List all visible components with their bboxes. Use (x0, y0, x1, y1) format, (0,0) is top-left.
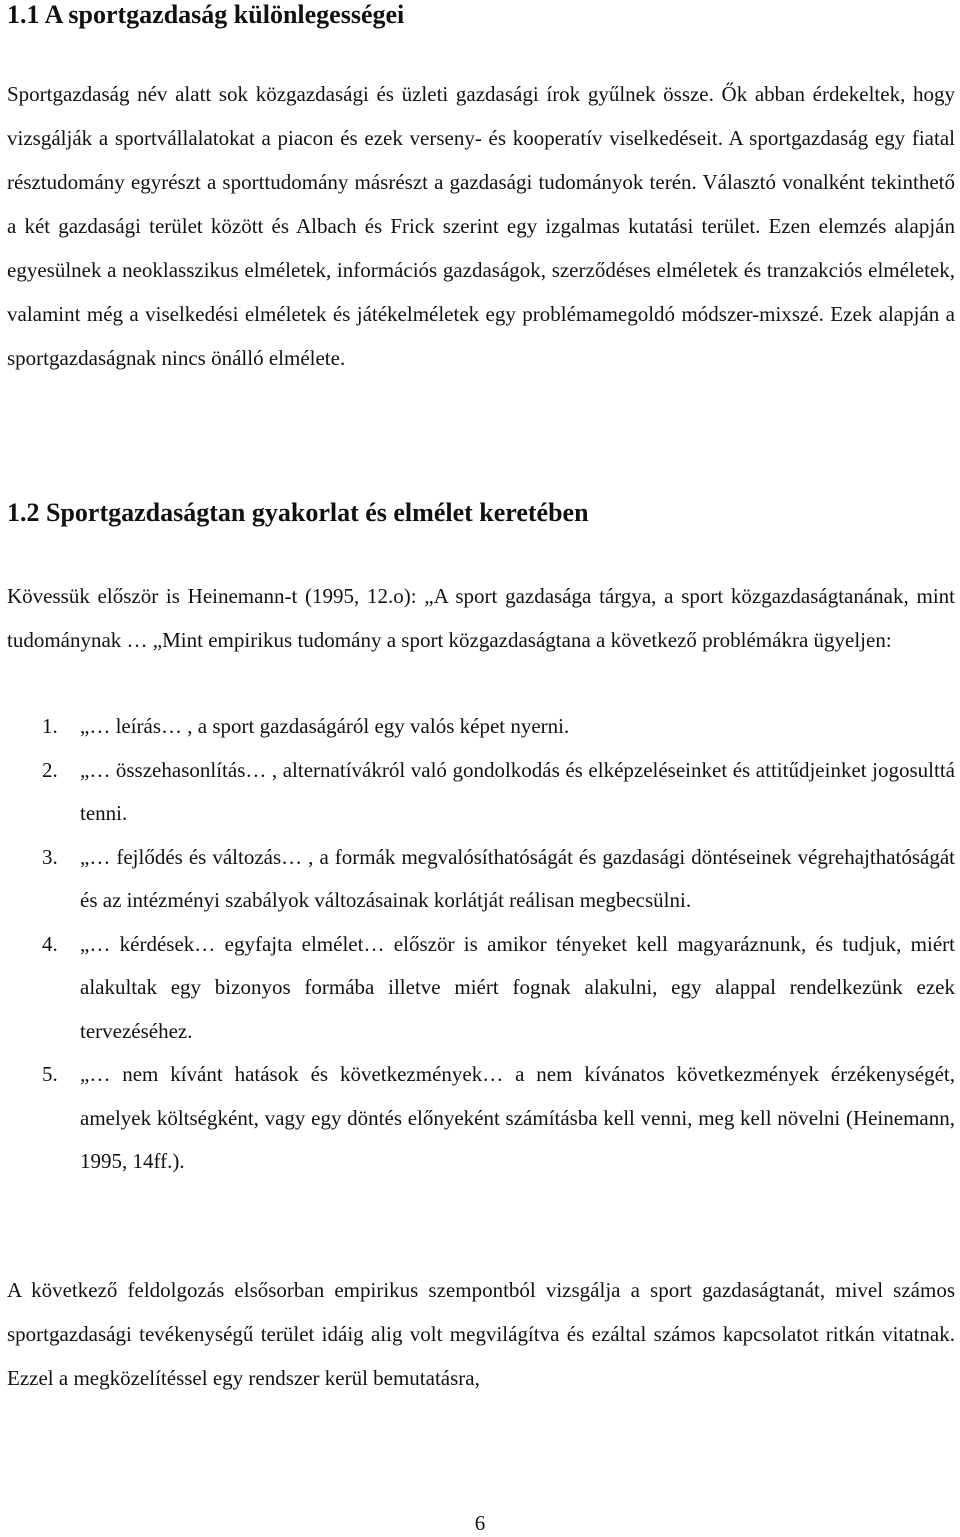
list-item-text: „… összehasonlítás… , alternatívákról való gondolkodás és elképzeléseinket és attitűdjeinket jogosulttá tenni. (80, 757, 955, 825)
list-item-number: 3. (42, 844, 58, 869)
list-item (7, 705, 955, 749)
section-heading-1-1: 1.1 A sportgazdaság különlegességei (7, 0, 405, 29)
paragraph-closing: A következő feldolgozás elsősorban empirikus szempontból vizsgálja a sport gazdaságtanát, mivel számos sportgazdasági tevékenységű terület idáig alig volt megvilágítva és ezáltal számos kapcsolatot ritkán vitatnak. Ezzel a megközelítéssel egy rendszer kerül bemutatásra, (7, 1278, 955, 1390)
problem-list (7, 705, 955, 1184)
page-number: 6 (474, 1511, 486, 1535)
paragraph-sportgazdasag: Sportgazdaság név alatt sok közgazdasági és üzleti gazdasági írok gyűlnek össze. Ők abban érdekeltek, hogy vizsgálják a sportvállalatokat a piacon és ezek verseny- és kooperatív viselkedéseit. A sportgazdaság egy fiatal résztudomány egyrészt a sporttudomány másrészt a gazdasági tudományok terén. Választó vonalként tekinthető a két gazdasági terület között és Albach és Frick szerint egy izgalmas kutatási terület. Ezen elemzés alapján egyesülnek a neoklasszikus elméletek, információs gazdaságok, szerződéses elméletek és tranzakciós elméletek, valamint még a viselkedési elméletek és játékelméletek egy problémamegoldó módszer-mixszé. Ezek alapján a sportgazdaságnak nincs önálló elmélete. (7, 82, 955, 370)
section-heading-1-2: 1.2 Sportgazdaságtan gyakorlat és elmélet keretében (7, 498, 589, 527)
list-item-text: „… fejlődés és változás… , a formák megvalósíthatóságát és gazdasági döntéseinek végrehajthatóságát és az intézményi szabályok változásainak korlátját reálisan megbecsülni. (80, 844, 955, 912)
list-item-number: 4. (42, 931, 58, 956)
list-item (7, 836, 955, 923)
list-item-number: 5. (42, 1062, 58, 1086)
list-item-text: „… leírás… , a sport gazdaságáról egy valós képet nyerni. (80, 714, 570, 738)
list-item-number: 1. (42, 714, 58, 738)
list-item-text: „… nem kívánt hatások és következmények… a nem kívánatos következmények érzékenységét, amelyek költségként, vagy egy döntés előnyeként számításba kell venni, meg kell növelni (Heinemann, 1995, 14ff.). (80, 1062, 955, 1173)
list-item (7, 923, 955, 1054)
list-item-number: 2. (42, 757, 58, 782)
list-item (7, 749, 955, 836)
paragraph-heinemann-intro: Kövessük először is Heinemann-t (1995, 12.o): „A sport gazdasága tárgya, a sport közgazdaságtanának, mint tudománynak … „Mint empirikus tudomány a sport közgazdaságtana a következő problémákra ügyeljen: (7, 584, 955, 652)
list-item (7, 1053, 955, 1184)
list-item-text: „… kérdések… egyfajta elmélet… először is amikor tényeket kell magyaráznunk, és tudjuk, miért alakultak egy bizonyos formába illetve miért fognak alakulni, egy alappal rendelkezünk ezek tervezéséhez. (80, 931, 955, 1043)
